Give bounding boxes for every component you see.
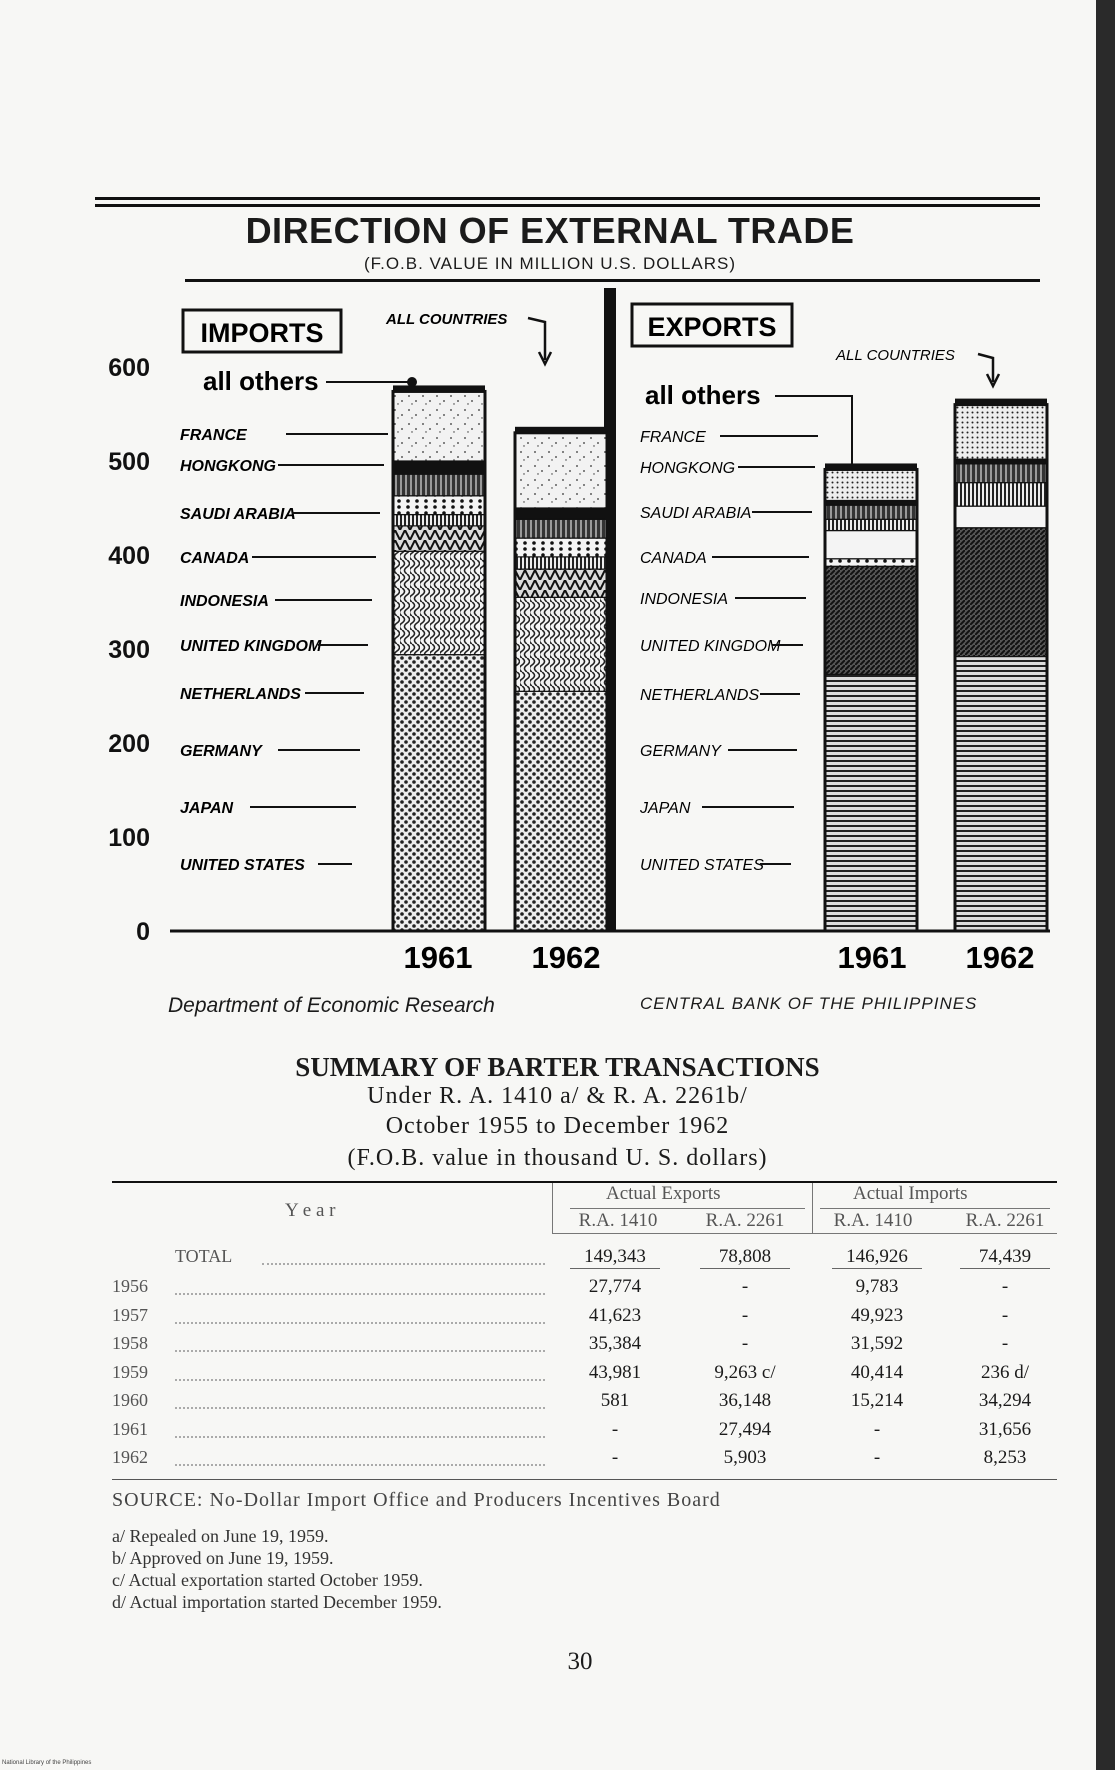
table-cell: - (873, 1418, 881, 1440)
header-divider-mid (812, 1183, 813, 1233)
table-row-dots (175, 1378, 545, 1381)
bar-segment-imports-1962-japan (515, 597, 607, 691)
table-cell: - (1001, 1276, 1009, 1297)
bar-segment-imports-1961-saudi-arabia (393, 496, 485, 515)
credit-department: Department of Economic Research (168, 994, 495, 1017)
import-country-label: UNITED STATES (180, 857, 305, 874)
export-country-label: INDONESIA (640, 591, 729, 608)
table-row-year: 1956 (112, 1276, 148, 1296)
import-country-label: SAUDI ARABIA (180, 506, 296, 523)
bar-segment-exports-1961-canada (825, 531, 917, 559)
page-number: 30 (567, 1648, 593, 1675)
export-country-label: UNITED STATES (640, 857, 764, 874)
footnote-b: b/ Approved on June 19, 1959. (112, 1548, 334, 1568)
all-countries-arrow-exports (978, 354, 999, 386)
import-country-label: NETHERLANDS (180, 686, 301, 703)
footer-credit: National Library of the Philippines (2, 1760, 92, 1766)
import-country-label: GERMANY (180, 743, 262, 760)
table-row-dots (175, 1406, 545, 1409)
table-row-year: 1957 (112, 1304, 148, 1325)
bar-cap-imports-1962 (515, 427, 607, 433)
all-others-label-imports: all others (203, 366, 319, 396)
bar-cap-exports-1961 (825, 463, 917, 469)
subheader-exp-2261: R.A. 2261 (705, 1210, 785, 1231)
table-subtitle-3: (F.O.B. value in thousand U. S. dollars) (347, 1145, 768, 1171)
table-cell: - (1001, 1333, 1009, 1354)
export-country-label: UNITED KINGDOM (640, 638, 781, 655)
bar-segment-exports-1962-united-states (955, 657, 1047, 931)
table-cell: 36,148 (718, 1390, 772, 1411)
export-country-label: JAPAN (640, 800, 691, 817)
header-divider (552, 1183, 553, 1233)
footnote-d: d/ Actual importation started December 1959. (112, 1592, 442, 1612)
table-cell: 41,623 (588, 1304, 642, 1326)
all-others-dot-imports (407, 377, 417, 387)
table-cell: 49,923 (850, 1304, 904, 1326)
table-cell: 581 (600, 1390, 630, 1411)
table-cell: 35,384 (588, 1333, 642, 1354)
table-row-dots (175, 1463, 545, 1466)
all-others-leader-exports (775, 396, 852, 470)
table-cell: - (741, 1304, 749, 1326)
table-cell: - (741, 1333, 749, 1354)
x-tick-label-year: 1962 (965, 940, 1035, 975)
bar-segment-exports-1961-indonesia (825, 559, 917, 567)
table-row-year: 1958 (112, 1333, 148, 1353)
export-country-label: NETHERLANDS (640, 687, 760, 704)
chart-subtitle: (F.O.B. VALUE IN MILLION U.S. DOLLARS) (363, 254, 737, 273)
table-cell: - (873, 1447, 881, 1468)
x-tick-label-year: 1961 (403, 940, 473, 975)
y-tick-label: 500 (108, 448, 150, 476)
table-cell: 40,414 (850, 1361, 904, 1383)
total-dots (262, 1262, 545, 1265)
bar-segment-exports-1961-japan (825, 566, 917, 674)
all-countries-label-imports: ALL COUNTRIES (386, 311, 508, 328)
table-cell: 31,592 (850, 1333, 904, 1354)
table-cell: - (611, 1418, 619, 1440)
bar-segment-imports-1962-france (515, 508, 607, 519)
bar-segment-exports-1961-hongkong (825, 505, 917, 519)
table-cell: 9,783 (855, 1276, 899, 1297)
bar-segment-exports-1961-france (825, 500, 917, 505)
import-country-label: HONGKONG (180, 458, 276, 475)
imports-header: Actual Imports (853, 1183, 968, 1204)
import-country-label: JAPAN (180, 800, 234, 817)
exports-label: EXPORTS (647, 312, 777, 342)
total-imp-1410: 146,926 (832, 1246, 922, 1269)
table-cell: 34,294 (978, 1390, 1032, 1411)
exports-header: Actual Exports (606, 1183, 721, 1204)
table-bottom-rule (112, 1479, 1057, 1480)
header-bottom-rule (552, 1233, 1057, 1234)
subheader-imp-1410: R.A. 1410 (833, 1210, 913, 1231)
bar-segment-imports-1961-indonesia (393, 526, 485, 551)
table-row-year: 1960 (112, 1390, 148, 1410)
table-cell: - (611, 1447, 619, 1468)
table-subtitle-2: October 1955 to December 1962 (385, 1113, 730, 1139)
bar-segment-exports-1962-all-others (955, 405, 1047, 460)
table-cell: 27,494 (718, 1418, 772, 1440)
import-country-label: UNITED KINGDOM (180, 638, 322, 655)
export-country-label: HONGKONG (640, 460, 736, 477)
table-cell: 43,981 (588, 1361, 642, 1383)
bar-segment-imports-1962-canada (515, 557, 607, 569)
year-header: Y e a r (285, 1200, 336, 1221)
bar-segment-exports-1962-france (955, 459, 1047, 464)
table-subtitle-1: Under R. A. 1410 a/ & R. A. 2261b/ (367, 1083, 748, 1109)
bar-segment-imports-1961-canada (393, 515, 485, 526)
table-cell: 9,263 c/ (714, 1361, 776, 1383)
y-tick-label: 100 (108, 824, 150, 852)
group-rule-imports (820, 1208, 1050, 1209)
all-others-label-exports: all others (645, 380, 761, 410)
bar-segment-exports-1962-japan (955, 528, 1047, 657)
bar-segment-imports-1961-hongkong (393, 474, 485, 496)
footnote-a: a/ Repealed on June 19, 1959. (112, 1526, 329, 1546)
export-country-label: SAUDI ARABIA (640, 505, 752, 522)
subheader-imp-2261: R.A. 2261 (965, 1210, 1045, 1231)
table-cell: 31,656 (978, 1418, 1032, 1440)
table-row-year: 1959 (112, 1361, 148, 1382)
bar-segment-imports-1961-france (393, 461, 485, 474)
bar-segment-exports-1962-hongkong (955, 464, 1047, 483)
table-cell: - (1001, 1304, 1009, 1326)
bar-segment-exports-1961-all-others (825, 469, 917, 500)
table-cell: 15,214 (850, 1390, 904, 1411)
export-country-label: FRANCE (640, 429, 706, 446)
all-countries-arrow-imports (528, 318, 551, 364)
x-tick-label-year: 1962 (531, 940, 601, 975)
footnote-c: c/ Actual exportation started October 1959. (112, 1570, 423, 1590)
table-source: SOURCE: No-Dollar Import Office and Producers Incentives Board (112, 1489, 721, 1511)
bar-segment-exports-1961-united-states (825, 674, 917, 931)
bar-segment-imports-1962-united-states (515, 691, 607, 931)
total-label: TOTAL (175, 1246, 233, 1266)
table-row-year: 1961 (112, 1418, 148, 1439)
bar-segment-exports-1962-canada (955, 506, 1047, 528)
table-row-year: 1962 (112, 1447, 148, 1467)
group-rule-exports (570, 1208, 805, 1209)
total-imp-2261: 74,439 (960, 1246, 1050, 1269)
table-row-dots (175, 1321, 545, 1324)
y-tick-label: 400 (108, 542, 150, 570)
total-exp-1410: 149,343 (570, 1246, 660, 1269)
bar-segment-imports-1962-all-others (515, 433, 607, 508)
bar-cap-imports-1961 (393, 385, 485, 391)
bar-segment-imports-1962-indonesia (515, 569, 607, 597)
table-row-dots (175, 1349, 545, 1352)
table-row-dots (175, 1292, 545, 1295)
x-tick-label-year: 1961 (837, 940, 907, 975)
bar-segment-imports-1962-hongkong (515, 519, 607, 538)
bar-segment-imports-1961-japan (393, 551, 485, 654)
y-tick-label: 0 (136, 918, 150, 946)
imports-label: IMPORTS (200, 318, 324, 348)
table-cell: 8,253 (983, 1447, 1027, 1468)
table-cell: 5,903 (723, 1447, 767, 1468)
y-tick-label: 300 (108, 636, 150, 664)
bar-segment-exports-1962-saudi-arabia (955, 483, 1047, 507)
import-country-label: CANADA (180, 550, 250, 567)
chart-title: DIRECTION OF EXTERNAL TRADE (245, 210, 855, 251)
credit-central-bank: CENTRAL BANK OF THE PHILIPPINES (640, 994, 978, 1013)
bar-segment-exports-1961-saudi-arabia (825, 519, 917, 530)
bar-cap-exports-1962 (955, 399, 1047, 405)
bar-segment-imports-1961-united-states (393, 655, 485, 931)
subheader-exp-1410: R.A. 1410 (578, 1210, 658, 1231)
total-exp-2261: 78,808 (700, 1246, 790, 1269)
table-cell: 236 d/ (980, 1361, 1030, 1383)
bar-segment-imports-1961-all-others (393, 391, 485, 461)
all-countries-label-exports: ALL COUNTRIES (836, 347, 955, 364)
export-country-label: GERMANY (640, 743, 721, 760)
export-country-label: CANADA (640, 550, 707, 567)
import-country-label: FRANCE (180, 427, 247, 444)
bar-segment-imports-1962-saudi-arabia (515, 538, 607, 557)
y-tick-label: 600 (108, 354, 150, 382)
y-tick-label: 200 (108, 730, 150, 758)
table-title: SUMMARY OF BARTER TRANSACTIONS (295, 1052, 820, 1082)
table-row-dots (175, 1435, 545, 1438)
import-country-label: INDONESIA (180, 593, 269, 610)
table-cell: - (741, 1276, 749, 1297)
table-cell: 27,774 (588, 1276, 642, 1297)
